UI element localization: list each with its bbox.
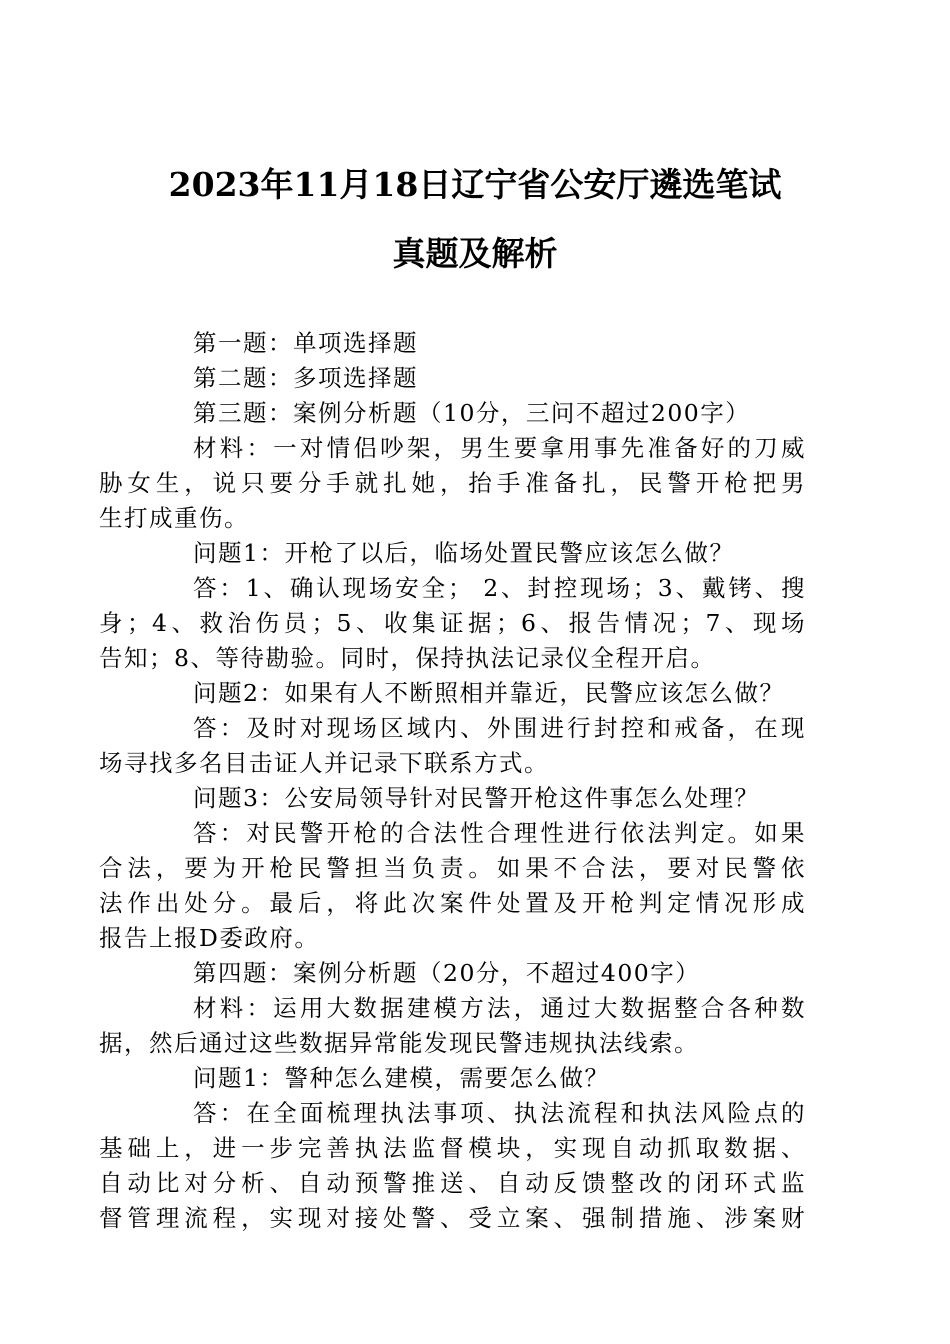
text-line: 材料：运用大数据建模方法，通过大数据整合各种数: [193, 994, 806, 1022]
text-line: 答：对民警开枪的合法性合理性进行依法判定。如果: [193, 819, 806, 847]
text-line: 答：及时对现场区域内、外围进行封控和戒备，在现: [193, 714, 806, 742]
paragraph-q3-heading: 第三题：案例分析题（10分，三问不超过200字）: [193, 399, 751, 427]
text-line: 生打成重伤。: [99, 504, 249, 532]
paragraph-q1-heading: 第一题：单项选择题: [193, 329, 418, 357]
paragraph-q2-heading: 第二题：多项选择题: [193, 364, 418, 392]
text-line: 答：1、确认现场安全； 2、封控现场；3、戴铐、搜: [193, 574, 806, 602]
document-body: [99, 326, 806, 1236]
text-line: 答：在全面梳理执法事项、执法流程和执法风险点的: [193, 1099, 806, 1127]
text-line: 据，然后通过这些数据异常能发现民警违规执法线索。: [99, 1029, 699, 1057]
paragraph-q3-question-2: 问题2：如果有人不断照相并靠近，民警应该怎么做？: [193, 679, 785, 707]
text-line: 基础上，进一步完善执法监督模块，实现自动抓取数据、: [99, 1134, 806, 1162]
paragraph-q3-answer-2: [99, 711, 806, 781]
paragraph-q3-question-1: 问题1：开枪了以后，临场处置民警应该怎么做？: [193, 539, 735, 567]
paragraph-q4-answer-1: [99, 1096, 806, 1236]
paragraph-q3-question-3: 问题3：公安局领导针对民警开枪这件事怎么处理？: [193, 784, 760, 812]
paragraph-q4-material: [99, 991, 806, 1061]
text-line: 自动比对分析、自动预警推送、自动反馈整改的闭环式监: [99, 1169, 806, 1197]
paragraph-q3-answer-1: [99, 571, 806, 676]
text-line: 身；4、救治伤员；5、收集证据；6、报告情况；7、现场: [99, 609, 806, 637]
paragraph-q4-heading: 第四题：案例分析题（20分，不超过400字）: [193, 959, 701, 987]
text-line: 法作出处分。最后，将此次案件处置及开枪判定情况形成: [99, 889, 806, 917]
paragraph-q3-answer-3: [99, 816, 806, 956]
text-line: 胁女生，说只要分手就扎她，抬手准备扎，民警开枪把男: [99, 469, 806, 497]
document-title-line-2: 真题及解析: [392, 234, 558, 273]
document-title-line-1: 2023年11月18日辽宁省公安厅遴选笔试: [168, 165, 782, 204]
text-line: 材料：一对情侣吵架，男生要拿用事先准备好的刀威: [193, 434, 806, 462]
text-line: 告知；8、等待勘验。同时，保持执法记录仪全程开启。: [99, 644, 716, 672]
paragraph-q3-material: [99, 431, 806, 536]
text-line: 合法，要为开枪民警担当负责。如果不合法，要对民警依: [99, 854, 806, 882]
text-line: 督管理流程，实现对接处警、受立案、强制措施、涉案财: [99, 1204, 806, 1232]
paragraph-q4-question-1: 问题1：警种怎么建模，需要怎么做？: [193, 1064, 610, 1092]
text-line: 场寻找多名目击证人并记录下联系方式。: [99, 749, 549, 777]
text-line: 报告上报D委政府。: [99, 924, 320, 952]
